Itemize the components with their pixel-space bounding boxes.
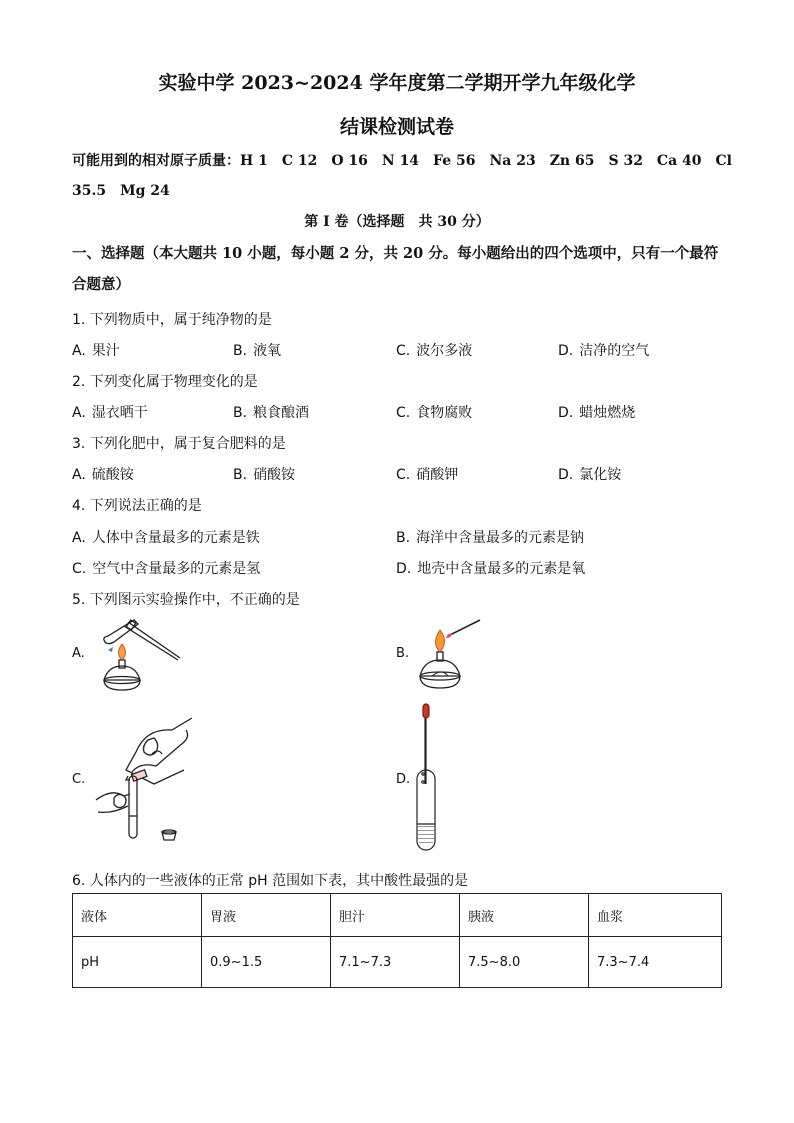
question-1-option-a[interactable] xyxy=(72,340,120,360)
option-text: 海洋中含量最多的元素是钠 xyxy=(416,530,585,546)
table-row xyxy=(73,937,722,988)
question-4-option-c[interactable] xyxy=(72,558,260,578)
option-letter: A. xyxy=(72,467,86,483)
question-3-stem: 3. 下列化肥中，属于复合肥料的是 xyxy=(72,436,286,452)
table-header-cell: 胰液 xyxy=(460,894,589,937)
table-cell: 0.9~1.5 xyxy=(202,937,331,988)
question-5-stem: 5. 下列图示实验操作中，不正确的是 xyxy=(72,592,300,608)
option-text: 硝酸钾 xyxy=(416,467,459,483)
question-1-option-d[interactable] xyxy=(558,340,649,360)
lighting-alcohol-lamp-figure xyxy=(410,614,492,692)
question-5-option-a[interactable]: A. xyxy=(72,646,85,661)
question-3-option-d[interactable] xyxy=(558,464,621,484)
question-5-option-d[interactable]: D. xyxy=(396,772,411,787)
table-cell: 7.1~7.3 xyxy=(331,937,460,988)
question-6-stem: 6. 人体内的一些液体的正常 pH 范围如下表，其中酸性最强的是 xyxy=(72,873,469,889)
table-row xyxy=(73,894,722,937)
option-letter: B. xyxy=(233,343,248,359)
table-header-cell: 胆汁 xyxy=(331,894,460,937)
question-1-stem: 1. 下列物质中，属于纯净物的是 xyxy=(72,312,272,328)
option-text: 硝酸铵 xyxy=(253,467,296,483)
option-text: 蜡烛燃烧 xyxy=(579,405,636,421)
table-header-cell: 液体 xyxy=(73,894,202,937)
question-2-option-d[interactable] xyxy=(558,402,635,422)
option-text: 硫酸铵 xyxy=(91,467,134,483)
question-3-option-a[interactable] xyxy=(72,464,134,484)
question-2-stem: 2. 下列变化属于物理变化的是 xyxy=(72,374,258,390)
option-letter: C. xyxy=(396,405,411,421)
question-1-option-b[interactable] xyxy=(233,340,281,360)
question-5-option-b[interactable]: B. xyxy=(396,646,410,661)
option-letter: D. xyxy=(396,561,412,577)
option-letter: C. xyxy=(72,561,87,577)
exam-title: 实验中学 2023~2024 学年度第二学期开学九年级化学 xyxy=(158,72,636,94)
option-letter: C. xyxy=(396,467,411,483)
option-letter: D. xyxy=(558,467,574,483)
atomic-masses: 可能用到的相对原子质量：H 1 C 12 O 16 N 14 Fe 56 Na 23 Zn 65 S 32 Ca 40 Cl 35.5 Mg 24 xyxy=(72,153,732,199)
table-cell: 7.5~8.0 xyxy=(460,937,589,988)
option-letter: B. xyxy=(233,405,248,421)
option-letter: B. xyxy=(396,530,411,546)
option-text: 氯化铵 xyxy=(579,467,622,483)
option-text: 洁净的空气 xyxy=(579,343,650,359)
option-text: 粮食酿酒 xyxy=(253,405,310,421)
section-title: 第 I 卷（选择题 共 30 分） xyxy=(304,214,490,230)
option-letter: D. xyxy=(558,343,574,359)
question-1-option-c[interactable] xyxy=(396,340,472,360)
option-text: 湿衣晒干 xyxy=(91,405,148,421)
option-letter: B. xyxy=(233,467,248,483)
question-3-option-c[interactable] xyxy=(396,464,458,484)
option-letter: A. xyxy=(72,530,86,546)
option-text: 人体中含量最多的元素是铁 xyxy=(91,530,260,546)
question-4-option-d[interactable] xyxy=(396,558,585,578)
question-2-option-a[interactable] xyxy=(72,402,148,422)
question-5-option-c[interactable]: C. xyxy=(72,772,86,787)
ph-table xyxy=(72,893,722,988)
table-header-cell: 血浆 xyxy=(589,894,722,937)
question-3-option-b[interactable] xyxy=(233,464,295,484)
question-2-option-c[interactable] xyxy=(396,402,472,422)
option-text: 果汁 xyxy=(91,343,120,359)
option-text: 波尔多液 xyxy=(416,343,473,359)
question-4-option-b[interactable] xyxy=(396,527,584,547)
option-letter: C. xyxy=(396,343,411,359)
heating-test-tube-figure xyxy=(88,612,184,696)
table-cell: 7.3~7.4 xyxy=(589,937,722,988)
question-4-stem: 4. 下列说法正确的是 xyxy=(72,498,202,514)
question-4-option-a[interactable] xyxy=(72,527,260,547)
option-letter: A. xyxy=(72,405,86,421)
part-heading: 一、选择题（本大题共 10 小题，每小题 2 分，共 20 分。每小题给出的四个选项中，只有一个最符合题意） xyxy=(72,245,719,293)
option-text: 空气中含量最多的元素是氢 xyxy=(92,561,261,577)
pouring-liquid-figure xyxy=(92,714,204,842)
table-cell: pH xyxy=(73,937,202,988)
option-text: 液氧 xyxy=(253,343,282,359)
option-text: 地壳中含量最多的元素是氧 xyxy=(417,561,586,577)
dropper-test-tube-figure xyxy=(414,700,438,854)
option-letter: A. xyxy=(72,343,86,359)
exam-subtitle: 结课检测试卷 xyxy=(339,116,454,138)
option-letter: D. xyxy=(558,405,574,421)
option-text: 食物腐败 xyxy=(416,405,473,421)
table-header-cell: 胃液 xyxy=(202,894,331,937)
question-2-option-b[interactable] xyxy=(233,402,309,422)
